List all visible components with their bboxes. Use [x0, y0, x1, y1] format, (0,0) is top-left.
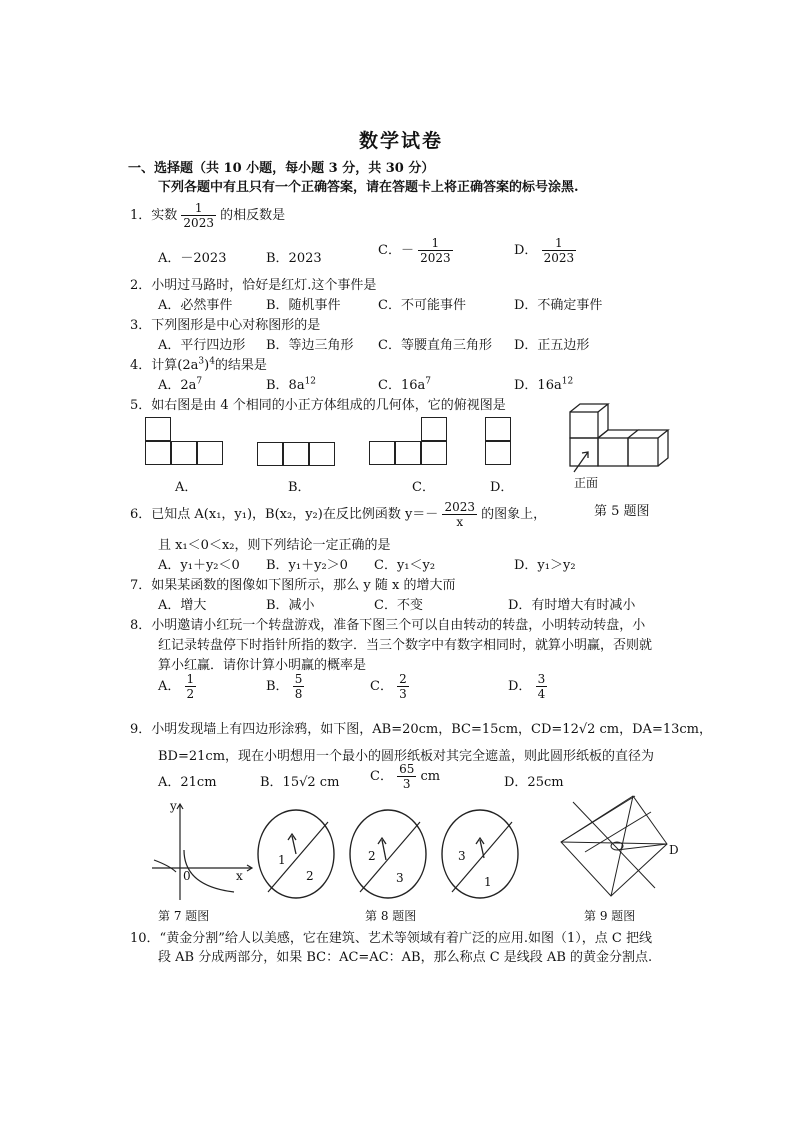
curve-left	[154, 860, 176, 872]
q1-option-d	[514, 236, 576, 265]
question-1-stem-post: 的相反数是	[220, 208, 286, 223]
spinner-3	[440, 808, 520, 903]
q2-option-c: C．不可能事件	[378, 298, 466, 313]
q8-option-b-label: B．	[266, 679, 289, 694]
spinner-1	[256, 808, 336, 903]
question-7-stem: 7．如果某函数的图像如下图所示，那么 y 随 x 的增大而	[130, 578, 456, 593]
square	[145, 417, 171, 441]
q4-option-b	[266, 374, 316, 393]
q4-option-b-text: B．8a	[266, 378, 305, 393]
fraction-numerator: 1	[186, 672, 195, 686]
question-9-line1: 9．小明发现墙上有四边形涂鸦，如下图，AB=20cm，BC=15cm，CD=12√2 cm，DA=13cm，	[130, 722, 712, 737]
q4-exp1: 3	[198, 356, 205, 367]
q3-option-d: D．正五边形	[514, 338, 590, 353]
q4-option-c	[378, 374, 431, 393]
empty-cell	[396, 418, 422, 442]
q5-option-c-label: C．	[412, 480, 435, 495]
point-d-label: D	[669, 843, 679, 857]
q4-stem-mid: )	[204, 358, 210, 373]
q6-stem-post: 的图象上，	[481, 507, 547, 522]
y-axis-label: y	[170, 799, 177, 813]
q4-stem-pre: 4．计算(2a	[130, 358, 199, 373]
q5-option-a-label: A．	[175, 480, 198, 495]
cube-top	[570, 404, 608, 412]
q9-option-c-unit: cm	[420, 769, 441, 784]
question-8-line3: 算小红赢．请你计算小明赢的概率是	[158, 658, 367, 673]
q4-option-c-exp: 7	[425, 376, 431, 387]
question-9-line2: BD=21cm，现在小明想用一个最小的圆形纸板对其完全遮盖，则此圆形纸板的直径为	[158, 749, 655, 764]
q4-stem-post: 的结果是	[214, 358, 267, 373]
q3-option-b: B．等边三角形	[266, 338, 354, 353]
square	[421, 417, 447, 441]
q7-caption: 第 7 题图	[158, 909, 210, 923]
q8-option-d-fraction	[536, 672, 548, 701]
spinner-2	[348, 808, 428, 903]
page-title: 数学试卷	[359, 130, 444, 152]
square	[369, 441, 395, 465]
fraction-denominator: 3	[399, 687, 407, 701]
question-5-stem: 5．如右图是由 4 个相同的小正方体组成的几何体，它的俯视图是	[130, 398, 506, 413]
square	[395, 441, 421, 465]
x-axis-label: x	[236, 869, 243, 883]
q3-option-a: A．平行四边形	[158, 338, 246, 353]
spinner-bottom-number: 3	[396, 871, 404, 885]
q5-front-label: 正面	[574, 476, 599, 490]
q8-option-a	[158, 672, 196, 701]
q1-option-a: A．－2023	[158, 251, 227, 266]
spinner-circle	[350, 810, 426, 898]
helper-line	[573, 802, 655, 888]
q4-option-a	[158, 374, 202, 393]
q7-option-b: B．减小	[266, 598, 315, 613]
fraction-denominator: 2	[186, 687, 195, 701]
fraction-denominator: 2023	[183, 216, 214, 230]
spinner-circle	[442, 810, 518, 898]
q1-option-d-label: D．	[514, 243, 538, 258]
q9-option-c-label: C．	[370, 769, 393, 784]
fraction-numerator: 65	[399, 762, 415, 776]
fraction-denominator: 2023	[420, 251, 451, 265]
origin-label: 0	[183, 869, 191, 883]
empty-cell	[172, 418, 198, 442]
cube-face	[570, 438, 598, 466]
q6-fraction	[442, 500, 477, 529]
fraction-numerator: 1	[181, 201, 216, 216]
q1-option-c-fraction	[418, 236, 453, 265]
q9-option-c-fraction	[397, 762, 416, 791]
q8-option-c-label: C．	[370, 679, 393, 694]
fraction-numerator: 1	[418, 236, 453, 251]
fraction-denominator: 8	[294, 687, 303, 701]
q5-option-d-figure	[486, 418, 512, 466]
q6-option-d: D．y₁＞y₂	[514, 558, 576, 573]
section-heading: 一、选择题（共 10 小题，每小题 3 分，共 30 分）	[128, 161, 435, 176]
q4-option-d-exp: 12	[561, 376, 574, 387]
q5-option-a-figure	[146, 418, 224, 466]
q2-option-d: D．不确定事件	[514, 298, 603, 313]
q5-caption: 第 5 题图	[594, 504, 650, 519]
empty-cell	[370, 418, 396, 442]
cube-top	[638, 430, 668, 438]
q9-option-d: D．25cm	[504, 775, 564, 790]
q8-option-c	[370, 672, 409, 701]
cube-side	[598, 404, 608, 438]
q5-option-b-figure	[258, 443, 336, 467]
q9-caption: 第 9 题图	[584, 909, 636, 923]
square	[283, 442, 309, 466]
question-2-stem: 2．小明过马路时，恰好是红灯.这个事件是	[130, 278, 377, 293]
fraction-numerator: 1	[542, 236, 577, 251]
q3-option-c: C．等腰直角三角形	[378, 338, 492, 353]
q6-option-b: B．y₁＋y₂＞0	[266, 558, 348, 573]
question-6-stem	[130, 500, 546, 529]
q5-option-b-label: B．	[288, 480, 311, 495]
q2-option-b: B．随机事件	[266, 298, 341, 313]
q4-exp2: 4	[209, 356, 215, 367]
cube-face	[570, 412, 598, 438]
question-3-stem: 3．下列图形是中心对称图形的是	[130, 318, 321, 333]
q5-option-d-label: D．	[490, 480, 514, 495]
question-1	[130, 201, 285, 230]
q7-graph	[150, 800, 255, 905]
q7-option-c: C．不变	[374, 598, 423, 613]
q8-option-d-label: D．	[508, 679, 532, 694]
fraction-denominator: 4	[537, 687, 546, 701]
q8-option-b-fraction	[293, 672, 305, 701]
question-1-stem-pre: 1．实数	[130, 208, 178, 223]
cube-face	[628, 438, 658, 466]
q6-option-c: C．y₁＜y₂	[374, 558, 436, 573]
square	[171, 441, 197, 465]
q4-option-a-text: A．2a	[158, 378, 197, 393]
q7-option-a: A．增大	[158, 598, 207, 613]
q4-option-b-exp: 12	[304, 376, 317, 387]
helper-line	[585, 812, 651, 852]
square	[309, 442, 335, 466]
question-10-line1: 10．“黄金分割”给人以美感，它在建筑、艺术等领域有着广泛的应用.如图（1），点 C 把线	[130, 931, 652, 946]
q9-figure	[555, 792, 685, 904]
q6-condition: 且 x₁＜0＜x₂，则下列结论一定正确的是	[158, 538, 391, 553]
fraction-denominator: 3	[402, 777, 411, 791]
q6-stem-pre: 6．已知点 A(x₁，y₁)，B(x₂，y₂)在反比例函数 y＝－	[130, 507, 439, 522]
q1-option-b: B．2023	[266, 251, 322, 266]
q1-option-d-fraction	[542, 236, 577, 265]
square	[197, 441, 223, 465]
q9-option-c	[370, 762, 440, 791]
spinner-bottom-number: 2	[306, 869, 314, 883]
fraction-numerator: 5	[294, 672, 303, 686]
empty-cell	[198, 418, 224, 442]
cube-side	[658, 430, 668, 466]
question-10-line2: 段 AB 分成两部分，如果 BC：AC=AC：AB，那么称点 C 是线段 AB 的黄金分割点.	[158, 950, 653, 965]
q8-option-a-label: A．	[158, 679, 181, 694]
fraction-numerator: 3	[537, 672, 546, 686]
section-instruction: 下列各题中有且只有一个正确答案，请在答题卡上将正确答案的标号涂黑.	[158, 180, 579, 195]
spinner-top-number: 1	[278, 853, 286, 867]
square	[257, 442, 283, 466]
q1-option-c-label: C．－	[378, 243, 414, 258]
square	[485, 441, 511, 465]
q8-option-c-fraction	[397, 672, 409, 701]
front-arrow	[574, 452, 588, 472]
question-8-line1: 8．小明邀请小红玩一个转盘游戏，准备下图三个可以自由转动的转盘，小明转动转盘，小	[130, 618, 646, 633]
q1-option-c	[378, 236, 453, 265]
question-4-stem	[130, 354, 267, 373]
q9-option-b: B．15√2 cm	[260, 775, 340, 790]
q8-caption: 第 8 题图	[365, 909, 417, 923]
curve-right	[184, 850, 234, 892]
fraction-denominator: x	[456, 515, 464, 529]
q4-option-d-text: D．16a	[514, 378, 562, 393]
q2-option-a: A．必然事件	[158, 298, 233, 313]
question-1-fraction	[181, 201, 216, 230]
fraction-numerator: 2	[399, 672, 407, 686]
square	[485, 417, 511, 441]
helper-line	[617, 844, 667, 850]
question-8-line2: 红记录转盘停下时指针所指的数字．当三个数字中有数字相同时，就算小明赢，否则就	[158, 638, 653, 653]
cube-face	[598, 438, 628, 466]
spinner-top-number: 3	[458, 849, 466, 863]
q9-option-a: A．21cm	[158, 775, 217, 790]
spinner-top-number: 2	[368, 849, 376, 863]
cube-top	[598, 430, 638, 438]
spinner-divider	[268, 822, 328, 892]
fraction-denominator: 2023	[543, 251, 575, 265]
q4-option-d	[514, 374, 573, 393]
square	[421, 441, 447, 465]
square	[145, 441, 171, 465]
q8-option-b	[266, 672, 304, 701]
q8-option-d	[508, 672, 547, 701]
q4-option-c-text: C．16a	[378, 378, 426, 393]
spinner-bottom-number: 1	[484, 875, 492, 889]
q6-option-a: A．y₁＋y₂＜0	[158, 558, 240, 573]
fraction-numerator: 2023	[444, 500, 475, 514]
q8-option-a-fraction	[185, 672, 197, 701]
q7-option-d: D．有时增大有时减小	[508, 598, 636, 613]
q4-option-a-exp: 7	[196, 376, 203, 387]
q5-option-c-figure	[370, 418, 448, 466]
